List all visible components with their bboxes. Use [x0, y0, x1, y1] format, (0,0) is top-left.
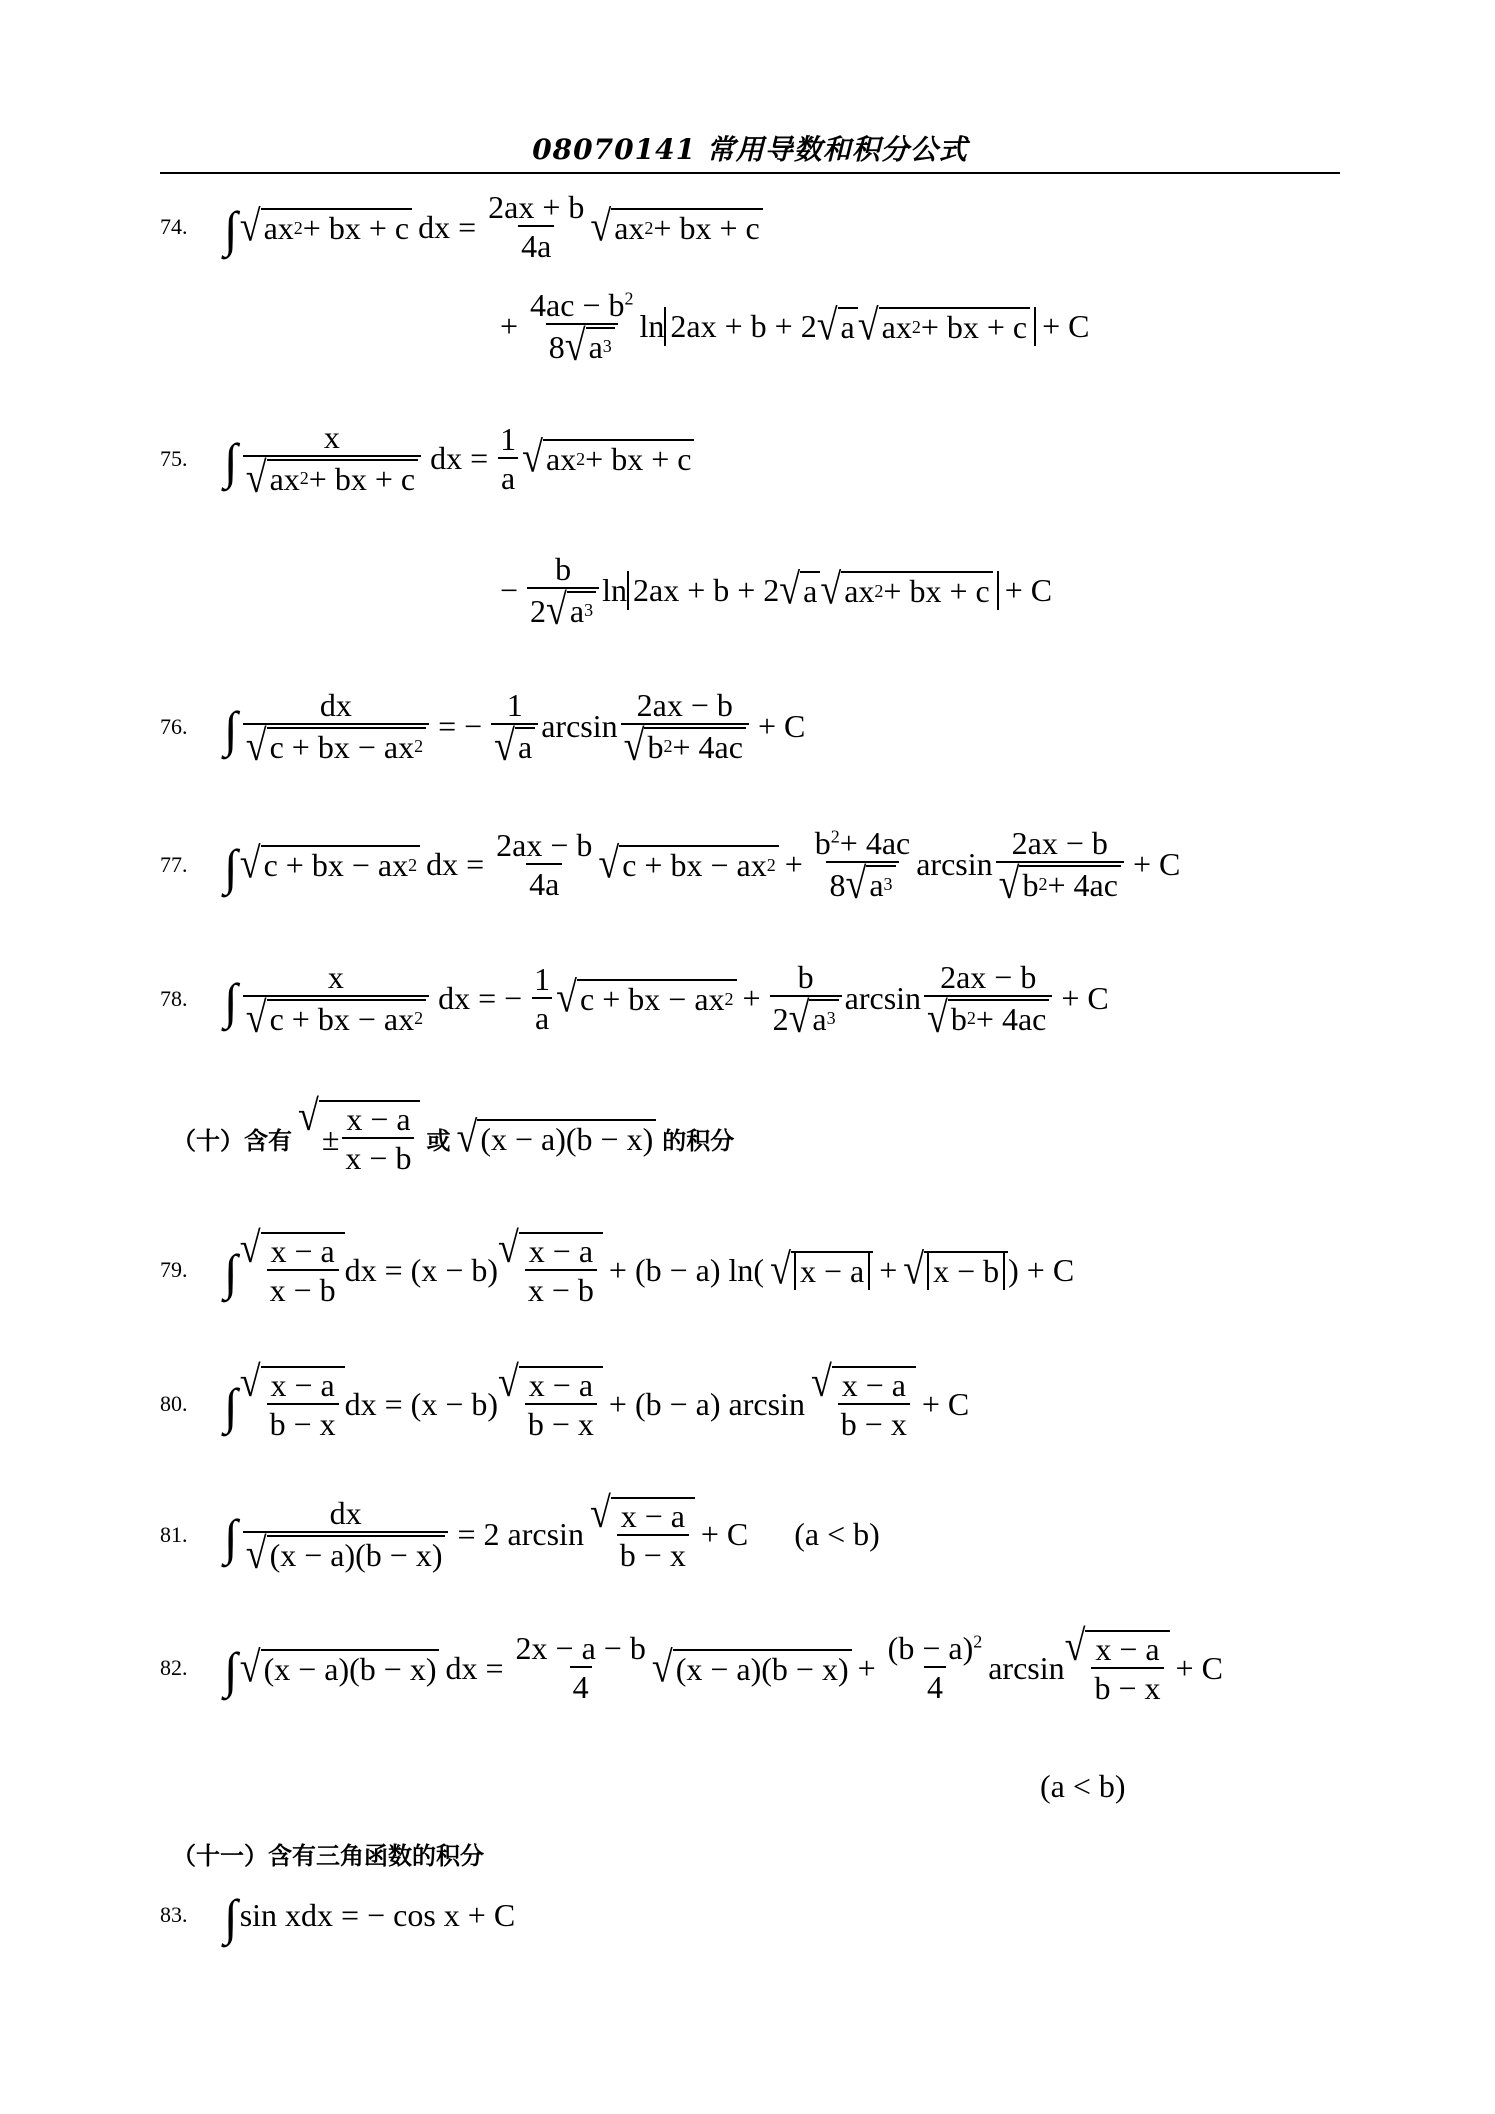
- formula-number: 81.: [160, 1521, 188, 1547]
- formula-number: 83.: [160, 1902, 188, 1927]
- formula-76: 76. ∫ dx √ c + bx − ax 2 = − 1 √ a arcsin 2ax − b √ b 2 + 4ac + C: [160, 687, 806, 771]
- formula-82: 82. ∫ √ (x − a)(b − x) dx = $\frac{2x - a - b}{4}$ √ (x − a)(b − x) + $\frac{(b - a)^2}{4}$ arcsin √ $\frac{x - a}{b - x}$ + C: [160, 1621, 1223, 1707]
- integral-sign: ∫: [224, 700, 238, 757]
- formula-83: 83. ∫ sin xdx = − cos x + C: [160, 1889, 516, 1945]
- integral-sign: ∫: [224, 432, 238, 489]
- formula-78: 78. ∫ x √ c + bx − ax 2 dx = − $\frac{1}{a}$ √ c + bx − ax 2 + b 2 √ a 3 arcsin 2ax − b √ b 2 + 4ac + C: [160, 959, 1109, 1043]
- formula-77: 77. ∫ √ c + bx − ax 2 dx = $\frac{2ax - b}{4a}$ √ c + bx − ax 2 + $b^2+ 4ac$ 8 √ a 3 arcsin 2ax − b √ b 2 + 4ac + C: [160, 825, 1181, 909]
- condition-82: (a < b): [1040, 1768, 1126, 1804]
- dx-equals: dx =: [418, 208, 477, 245]
- fraction: x √ ax 2 + bx + c: [243, 420, 421, 497]
- formula-number: 77.: [160, 851, 188, 877]
- fraction: $\frac{2ax + b}{4a}$: [488, 189, 585, 265]
- formula-number: 80.: [160, 1391, 188, 1417]
- absolute-value: 2ax + b + 2 √ a √ ax 2 + bx + c: [664, 307, 1036, 346]
- page-header-title: 08070141 常用导数和积分公式: [532, 133, 968, 166]
- formula-number: 75.: [160, 445, 188, 471]
- formula-79: 79. ∫ √ $\frac{x - a}{x - b}$ dx = (x − b) √ $\frac{x - a}{x - b}$ + (b − a) ln( √ x − a + √ x − b ) + C: [160, 1223, 1075, 1309]
- formula-number: 78.: [160, 985, 188, 1011]
- formula-80: 80. ∫ √ $\frac{x - a}{b - x}$ dx = (x − b) √ $\frac{x - a}{b - x}$ + (b − a) arcsin √ $\frac{x - a}{b - x}$ + C: [160, 1357, 970, 1443]
- formula-81: 81. ∫ dx √ (x − a)(b − x) = 2 arcsin √ $\frac{x - a}{b - x}$ + C (a < b): [160, 1488, 880, 1579]
- formula-number: 79.: [160, 1257, 188, 1283]
- sqrt: √ ax 2 + bx + c: [240, 208, 412, 247]
- integral-sign: ∫: [224, 1642, 238, 1699]
- integral-sign: ∫: [224, 1378, 238, 1435]
- sqrt: √ ax 2 + bx + c: [590, 208, 762, 247]
- condition: (a < b): [794, 1516, 880, 1553]
- formula-74: [160, 190, 763, 264]
- integral-sign: ∫: [224, 838, 238, 895]
- formula-number: 82.: [160, 1655, 188, 1681]
- section-heading-11: （十一）含有三角函数的积分: [172, 1842, 484, 1870]
- integral-sign: ∫: [224, 1889, 238, 1945]
- formula-75-continuation: − b 2 √ a 3 ln 2ax + b + 2 √ a √ ax 2 + bx + c + C: [500, 551, 1053, 635]
- formula-74-continuation: + $4ac - b^2$ 8 √ a 3 ln 2ax + b + 2 √ a √ ax 2 + bx + c + C: [500, 287, 1090, 371]
- formula-number: 76.: [160, 713, 188, 739]
- fraction: $\frac{1}{a}$: [497, 422, 519, 496]
- header-rule: [160, 172, 1340, 174]
- integral-sign: ∫: [224, 201, 238, 258]
- formula-number: 74.: [160, 214, 188, 240]
- formula-75: 75. ∫ x √ ax 2 + bx + c dx = $\frac{1}{a}$ √ ax 2 + bx + c: [160, 420, 694, 497]
- fraction: $4ac - b^2$ 8 √ a 3: [530, 287, 634, 371]
- integral-sign: ∫: [224, 972, 238, 1029]
- section-heading-10: （十）含有 √ ± $\frac{x - a}{x - b}$ 或 √ (x − a)(b − x) 的积分: [172, 1091, 735, 1177]
- integral-sign: ∫: [224, 1508, 238, 1565]
- integral-sign: ∫: [224, 1244, 238, 1301]
